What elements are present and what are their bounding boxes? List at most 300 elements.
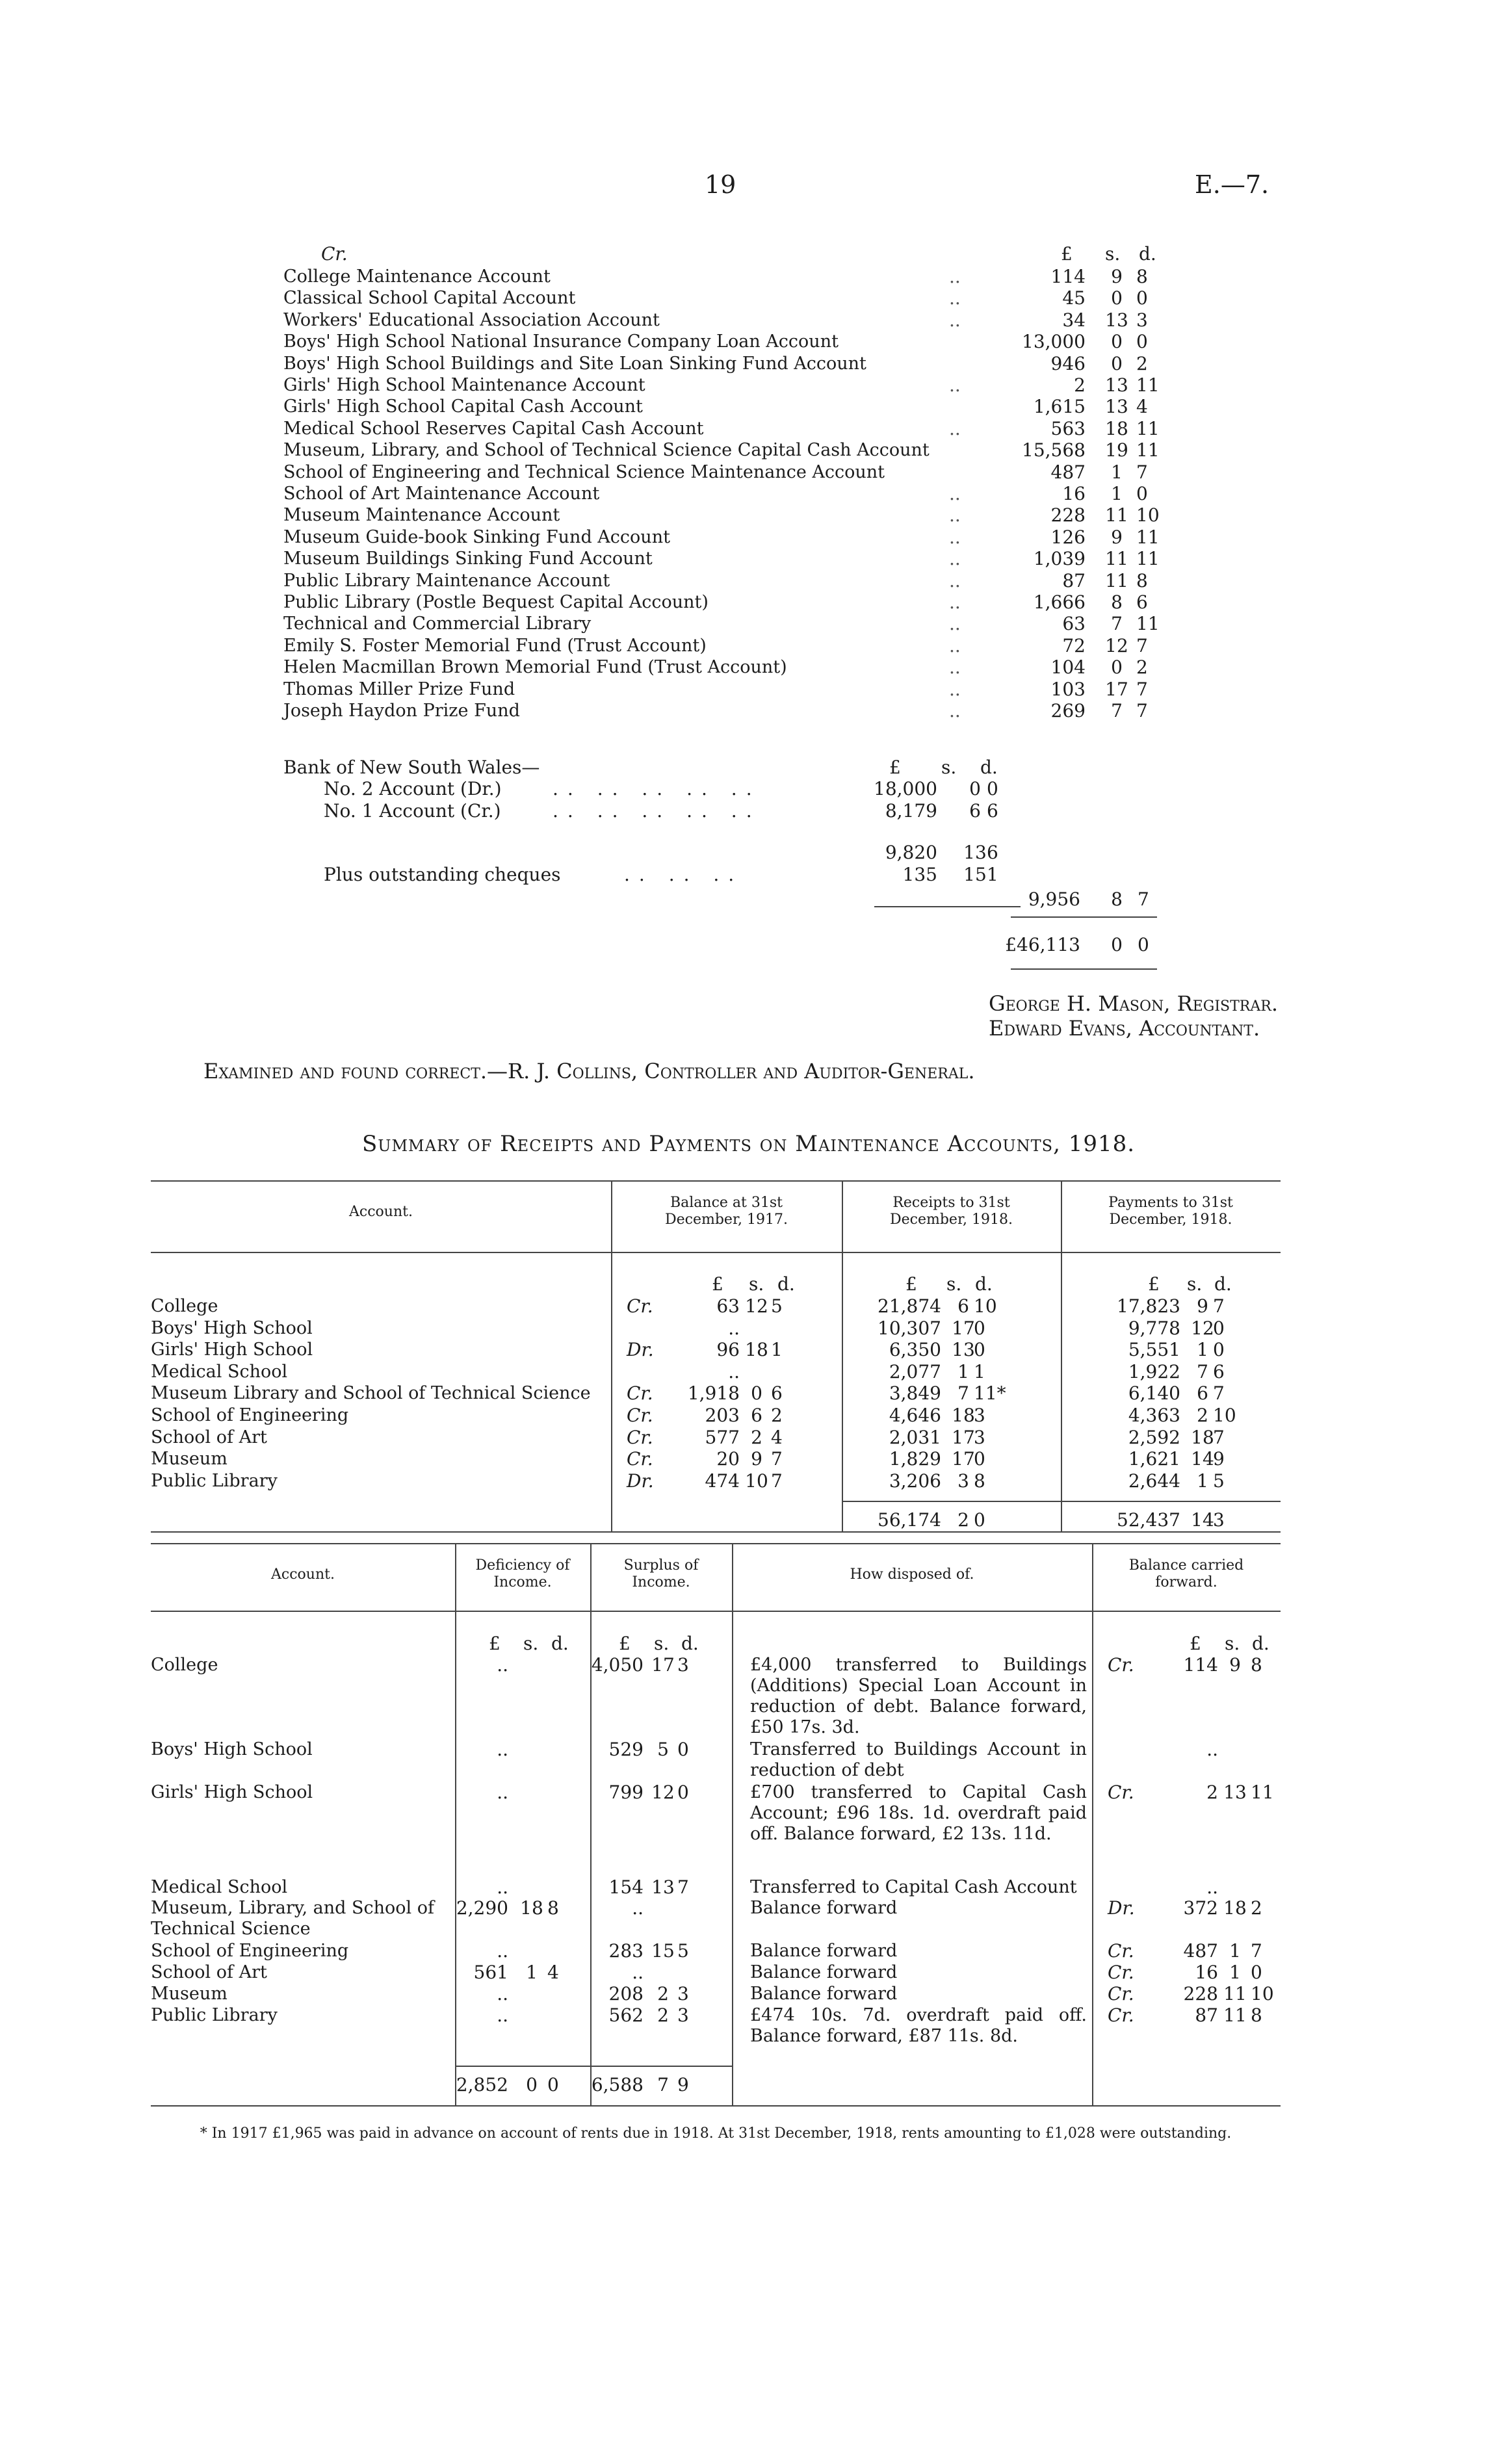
table1-payments-shillings: 12 — [1191, 1317, 1214, 1339]
table2-account: Medical School — [151, 1877, 288, 1897]
table2-deficiency-pence: 8 — [547, 1897, 559, 1919]
table2-balance-pence: 7 — [1251, 1940, 1262, 1962]
cr-account-amount-pounds: 2 — [1074, 374, 1086, 396]
table1-receipts-pounds: 3,849 — [889, 1382, 941, 1405]
cr-account-amount-pence: 0 — [1136, 287, 1148, 309]
table1-receipts-shillings: 18 — [952, 1405, 975, 1426]
table1-payments-pence: 10 — [1213, 1405, 1236, 1426]
table2-total-surplus-pounds: 6,588 — [591, 2074, 644, 2095]
t2-unit-pence: d. — [551, 1633, 569, 1654]
cr-account-amount-pence: 4 — [1136, 396, 1148, 418]
grand-total-shillings: 0 — [1111, 934, 1123, 955]
table2-balance-pounds: 16 — [1195, 1962, 1218, 1983]
cr-account-amount-shillings: 12 — [1105, 634, 1128, 656]
t1-unit-pence: d. — [777, 1273, 795, 1295]
cr-account-amount-pence: 2 — [1136, 352, 1148, 374]
table2-account: Public Library — [151, 2005, 278, 2025]
document-ref: E.—7. — [1195, 170, 1269, 199]
table2-header-disposal: How disposed of. — [850, 1566, 974, 1583]
cr-account-amount-shillings: 9 — [1111, 526, 1123, 548]
table2-surplus-shillings: 15 — [651, 1940, 675, 1962]
cr-account-amount-shillings: 7 — [1111, 700, 1123, 721]
table2-disposal: £700 transferred to Capital Cash Account; £96 18s. 1d. overdraft paid off. Balance forward, £2 13s. 11d. — [750, 1782, 1087, 1844]
table2-header-surplus: Surplus of Income. — [623, 1557, 699, 1590]
table2-header-account: Account. — [271, 1566, 335, 1583]
cr-account-amount-pence: 11 — [1136, 439, 1160, 461]
table1-balance-shillings: 2 — [751, 1426, 762, 1448]
table1-account: Museum Library and School of Technical Science — [151, 1383, 591, 1404]
table1-balance-pounds: 63 — [716, 1295, 740, 1317]
table1-receipts-shillings: 6 — [957, 1295, 969, 1317]
cr-account-name: Medical School Reserves Capital Cash Account — [283, 418, 704, 439]
table1-balance-pounds: .. — [728, 1360, 740, 1382]
table2-surplus-pounds: 154 — [608, 1876, 644, 1898]
cr-leader: .. — [949, 591, 961, 613]
bank-subtotal-shillings: 13 — [963, 842, 987, 863]
table1-account: School of Art — [151, 1427, 267, 1447]
cr-account-amount-shillings: 1 — [1111, 483, 1123, 504]
cr-account-name: Public Library (Postle Bequest Capital Account) — [283, 592, 709, 612]
t1-unit-shilling: s. — [946, 1273, 962, 1295]
t2-unit-pound: £ — [1190, 1633, 1201, 1654]
cr-account-name: School of Engineering and Technical Science Maintenance Account — [283, 461, 885, 482]
cr-account-amount-shillings: 13 — [1105, 309, 1128, 331]
table1-receipts-pounds: 2,077 — [889, 1360, 941, 1382]
cr-account-amount-pounds: 563 — [1050, 417, 1086, 439]
table2-header-balance: Balance carried forward. — [1128, 1557, 1244, 1590]
table2-deficiency-pounds: .. — [497, 1983, 508, 2004]
table1-total-rule — [842, 1501, 1281, 1502]
table2-surplus-shillings: 13 — [651, 1876, 675, 1898]
table1-receipts-pence: 8 — [974, 1470, 985, 1492]
table1-account: Medical School — [151, 1361, 288, 1382]
cr-leader: .. — [949, 417, 961, 439]
cr-account-name: Joseph Haydon Prize Fund — [283, 701, 520, 721]
bank-total-pence: 7 — [1138, 888, 1149, 910]
table2-balance-pence: 8 — [1251, 2004, 1262, 2026]
table1-header-rule — [151, 1252, 1281, 1253]
table1-balance-type: Dr. — [627, 1470, 654, 1492]
table1-receipts-pounds: 2,031 — [889, 1426, 941, 1448]
cr-account-amount-shillings: 11 — [1105, 569, 1128, 591]
cr-account-amount-pounds: 1,666 — [1033, 591, 1086, 613]
table1-account: Girls' High School — [151, 1340, 313, 1360]
table1-balance-type: Cr. — [627, 1426, 653, 1448]
table1-receipts-pence: 3 — [974, 1426, 985, 1448]
cr-leader: .. — [949, 309, 961, 331]
table1-payments-pence: 7 — [1213, 1382, 1225, 1405]
cr-leader: .. — [949, 613, 961, 635]
cr-account-amount-pounds: 103 — [1050, 678, 1086, 700]
table1-account: Boys' High School — [151, 1317, 313, 1338]
table2-balance-pounds: .. — [1206, 1739, 1218, 1760]
table1-receipts-pence: 10 — [974, 1295, 997, 1317]
table2-disposal: Balance forward — [750, 1984, 898, 2004]
cr-account-amount-pounds: 269 — [1050, 700, 1086, 721]
table1-top-rule — [151, 1180, 1281, 1182]
table1-balance-pounds: 20 — [716, 1448, 740, 1470]
table1-balance-type: Cr. — [627, 1448, 653, 1470]
table2-balance-shillings: 11 — [1223, 1983, 1247, 2004]
cr-account-amount-shillings: 0 — [1111, 331, 1123, 353]
t1-unit-pound: £ — [905, 1273, 917, 1295]
t2-unit-shilling: s. — [1225, 1633, 1240, 1654]
t1-unit-pence: d. — [1214, 1273, 1232, 1295]
cr-account-amount-pence: 11 — [1136, 374, 1160, 396]
table1-receipts-shillings: 13 — [952, 1339, 975, 1361]
table2-deficiency-pounds: .. — [497, 2004, 508, 2026]
table2-surplus-pence: 3 — [677, 1654, 689, 1676]
table1-receipts-pence: 0 — [974, 1339, 985, 1361]
accountant-signature: Edward Evans, Accountant. — [989, 1016, 1260, 1041]
bank-no1-label: No. 1 Account (Cr.) — [324, 800, 501, 822]
cr-account-amount-pounds: 45 — [1062, 287, 1086, 309]
cr-account-amount-pence: 10 — [1136, 504, 1160, 526]
table2-surplus-shillings: 2 — [657, 1983, 669, 2004]
table2-deficiency-pounds: 561 — [473, 1962, 508, 1983]
cr-account-amount-pounds: 1,039 — [1033, 548, 1086, 570]
table2-total-rule — [455, 2066, 732, 2067]
cr-leader: .. — [949, 374, 961, 396]
table1-balance-pounds: 474 — [705, 1470, 740, 1492]
cr-account-name: Museum, Library, and School of Technical Science Capital Cash Account — [283, 440, 930, 461]
bank-plus-label: Plus outstanding cheques — [324, 864, 561, 885]
table1-receipts-pence: 11* — [974, 1382, 1006, 1405]
table2-account: Girls' High School — [151, 1782, 313, 1802]
registrar-signature: George H. Mason, Registrar. — [989, 991, 1278, 1016]
table2-account: College — [151, 1655, 218, 1675]
table1-balance-pounds: 203 — [705, 1405, 740, 1426]
bank-no2-pounds: 18,000 — [874, 778, 937, 799]
table1-balance-type: Dr. — [627, 1339, 654, 1361]
cr-leader: .. — [949, 700, 961, 721]
cr-account-name: Emily S. Foster Memorial Fund (Trust Account) — [283, 635, 707, 656]
cr-account-amount-pounds: 104 — [1050, 656, 1086, 679]
cr-account-amount-pounds: 13,000 — [1022, 331, 1086, 353]
t2-unit-pence: d. — [681, 1633, 699, 1654]
table1-payments-shillings: 1 — [1197, 1339, 1208, 1361]
cr-leader: .. — [949, 569, 961, 591]
table1-balance-type: Cr. — [627, 1382, 653, 1405]
table1-balance-pounds: 1,918 — [687, 1382, 740, 1405]
cr-account-name: Museum Buildings Sinking Fund Account — [283, 549, 653, 569]
summary-title: Summary of Receipts and Payments on Maintenance Accounts, 1918. — [361, 1131, 1136, 1157]
cr-account-amount-shillings: 1 — [1111, 461, 1123, 483]
cr-account-name: Museum Guide-book Sinking Fund Account — [283, 526, 670, 547]
table2-surplus-pounds: 4,050 — [591, 1654, 644, 1676]
cr-account-name: Public Library Maintenance Account — [283, 570, 610, 591]
cr-account-name: Workers' Educational Association Account — [283, 309, 660, 330]
bank-no1-pounds: 8,179 — [885, 800, 937, 822]
table1-receipts-pounds: 6,350 — [889, 1339, 941, 1361]
bank-plus-leader: .. .. .. — [624, 864, 744, 885]
table2-disposal: Transferred to Capital Cash Account — [750, 1877, 1077, 1897]
cr-account-name: Girls' High School Maintenance Account — [283, 375, 645, 395]
table2-header-rule — [151, 1611, 1281, 1612]
table1-balance-shillings: 9 — [751, 1448, 762, 1470]
grand-total-pounds: £46,113 — [1005, 934, 1080, 955]
bank-no1-shillings: 6 — [969, 800, 981, 822]
table2-header-deficiency: Deficiency of Income. — [475, 1557, 570, 1590]
table1-account: College — [151, 1296, 218, 1316]
table2-balance-shillings: 18 — [1223, 1897, 1247, 1919]
cr-account-amount-pence: 7 — [1136, 678, 1148, 700]
t1-unit-pound: £ — [712, 1273, 723, 1295]
table1-balance-shillings: 12 — [745, 1295, 768, 1317]
bank-no2-leader: .. .. .. .. .. — [553, 778, 761, 799]
table1-receipts-pence: 0 — [974, 1448, 985, 1470]
cr-leader: .. — [949, 526, 961, 548]
bank-subtotal-pence: 6 — [987, 842, 998, 863]
table2-surplus-shillings: 17 — [651, 1654, 675, 1676]
grand-total-rule-bottom — [1011, 968, 1157, 970]
table2-balance-type: Dr. — [1108, 1897, 1135, 1919]
table2-balance-type: Cr. — [1108, 1983, 1134, 2004]
table1-payments-pence: 7 — [1213, 1426, 1225, 1448]
table1-receipts-shillings: 1 — [957, 1360, 969, 1382]
table2-balance-pence: 0 — [1251, 1962, 1262, 1983]
cr-account-name: Thomas Miller Prize Fund — [283, 679, 515, 699]
cr-account-amount-pence: 11 — [1136, 613, 1160, 635]
table1-total-payments-pence: 3 — [1213, 1509, 1225, 1531]
t2-unit-pound: £ — [489, 1633, 501, 1654]
cr-account-amount-pence: 3 — [1136, 309, 1148, 331]
table1-receipts-shillings: 17 — [952, 1317, 975, 1339]
table2-account: School of Engineering — [151, 1941, 349, 1961]
cr-account-amount-pounds: 72 — [1062, 634, 1086, 656]
bank-subtotal-pounds: 9,820 — [885, 842, 937, 863]
table1-header-payments: Payments to 31st December, 1918. — [1108, 1195, 1233, 1228]
table2-bottom-rule — [151, 2105, 1281, 2107]
table2-disposal: £4,000 transferred to Buildings (Additions) Special Loan Account in reduction of debt. Balance forward, £50 17s. 3d. — [750, 1655, 1087, 1737]
table2-balance-shillings: 9 — [1229, 1654, 1241, 1676]
table2-account: Museum, Library, and School of Technical Science — [151, 1898, 434, 1939]
table1-payments-shillings: 18 — [1191, 1426, 1214, 1448]
table2-surplus-pence: 0 — [677, 1782, 689, 1803]
cr-account-name: Girls' High School Capital Cash Account — [283, 396, 643, 417]
table2-balance-pounds: 2 — [1206, 1782, 1218, 1803]
table1-balance-type: Cr. — [627, 1405, 653, 1426]
table1-total-payments-pounds: 52,437 — [1117, 1509, 1180, 1531]
table1-payments-pence: 0 — [1213, 1339, 1225, 1361]
bank-title: Bank of New South Wales— — [283, 757, 540, 778]
table2-deficiency-pounds: .. — [497, 1876, 508, 1898]
table2-account: Boys' High School — [151, 1739, 313, 1759]
table2-surplus-pence: 5 — [677, 1940, 689, 1962]
cr-account-name: School of Art Maintenance Account — [283, 484, 600, 504]
table2-surplus-pence: 0 — [677, 1739, 689, 1760]
bank-no1-leader: .. .. .. .. .. — [553, 800, 761, 822]
table2-surplus-pence: 3 — [677, 1983, 689, 2004]
cr-account-amount-pence: 8 — [1136, 569, 1148, 591]
table1-receipts-shillings: 17 — [952, 1448, 975, 1470]
table1-payments-shillings: 6 — [1197, 1382, 1208, 1405]
table2-total-deficiency-pounds: 2,852 — [456, 2074, 508, 2095]
table2-surplus-pounds: 799 — [608, 1782, 644, 1803]
cr-leader: .. — [949, 678, 961, 700]
cr-account-amount-pence: 7 — [1136, 700, 1148, 721]
cr-account-amount-shillings: 8 — [1111, 591, 1123, 613]
bank-plus-pence: 1 — [987, 864, 998, 885]
table2-disposal: Balance forward — [750, 1941, 898, 1961]
table1-receipts-pounds: 1,829 — [889, 1448, 941, 1470]
table1-balance-pence: 6 — [771, 1382, 783, 1405]
table2-total-deficiency-pence: 0 — [547, 2074, 559, 2095]
table2-balance-type: Cr. — [1108, 2004, 1134, 2026]
cr-account-amount-pounds: 87 — [1062, 569, 1086, 591]
table2-surplus-pounds: 529 — [608, 1739, 644, 1760]
cr-account-amount-shillings: 17 — [1105, 678, 1128, 700]
cr-account-amount-pence: 11 — [1136, 526, 1160, 548]
table1-payments-shillings: 14 — [1191, 1448, 1214, 1470]
table2-disposal: Balance forward — [750, 1962, 898, 1982]
table1-account: Public Library — [151, 1470, 278, 1491]
table1-receipts-pence: 1 — [974, 1360, 985, 1382]
bank-plus-pounds: 135 — [902, 864, 937, 885]
bank-total-shillings: 8 — [1111, 888, 1123, 910]
cr-account-amount-pence: 11 — [1136, 417, 1160, 439]
table1-balance-pence: 7 — [771, 1470, 783, 1492]
grand-total-rule-top — [1011, 916, 1157, 918]
table2-deficiency-pence: 4 — [547, 1962, 559, 1983]
table2-surplus-pounds: .. — [632, 1897, 644, 1919]
cr-leader: .. — [949, 287, 961, 309]
table2-balance-pence: 8 — [1251, 1654, 1262, 1676]
table2-deficiency-pounds: .. — [497, 1739, 508, 1760]
cr-account-amount-pence: 2 — [1136, 656, 1148, 679]
bank-plus-shillings: 15 — [963, 864, 987, 885]
cr-account-amount-shillings: 13 — [1105, 374, 1128, 396]
table2-balance-type: Cr. — [1108, 1962, 1134, 1983]
table2-top-rule — [151, 1543, 1281, 1544]
cr-account-amount-shillings: 11 — [1105, 504, 1128, 526]
bank-total-pounds: 9,956 — [1028, 888, 1080, 910]
cr-account-amount-pounds: 63 — [1062, 613, 1086, 635]
table2-balance-pounds: 87 — [1195, 2004, 1218, 2026]
cr-account-name: Technical and Commercial Library — [283, 614, 592, 634]
table2-balance-pounds: 228 — [1183, 1983, 1218, 2004]
cr-account-name: College Maintenance Account — [283, 266, 551, 287]
table2-surplus-pounds: 283 — [608, 1940, 644, 1962]
cr-account-name: Museum Maintenance Account — [283, 505, 560, 526]
cr-account-amount-pence: 6 — [1136, 591, 1148, 613]
cr-label: Cr. — [321, 243, 348, 265]
table1-payments-pounds: 2,644 — [1128, 1470, 1180, 1492]
table2-balance-pence: 11 — [1251, 1782, 1274, 1803]
table1-header-balance: Balance at 31st December, 1917. — [664, 1195, 788, 1228]
cr-account-name: Helen Macmillan Brown Memorial Fund (Trust Account) — [283, 657, 787, 678]
page-number: 19 — [705, 170, 736, 199]
table2-balance-pounds: 372 — [1183, 1897, 1218, 1919]
table1-payments-shillings: 7 — [1197, 1360, 1208, 1382]
grand-total-pence: 0 — [1138, 934, 1149, 955]
t1-unit-shilling: s. — [1187, 1273, 1203, 1295]
table1-payments-pence: 9 — [1213, 1448, 1225, 1470]
cr-leader: .. — [949, 548, 961, 570]
table1-balance-pounds: .. — [728, 1317, 740, 1339]
table2-balance-shillings: 11 — [1223, 2004, 1247, 2026]
cr-account-amount-pence: 7 — [1136, 461, 1148, 483]
cr-account-amount-shillings: 9 — [1111, 266, 1123, 287]
table1-total-receipts-shillings: 2 — [957, 1509, 969, 1531]
table1-receipts-pence: 0 — [974, 1317, 985, 1339]
table1-payments-pence: 6 — [1213, 1360, 1225, 1382]
cr-account-amount-shillings: 0 — [1111, 352, 1123, 374]
table1-payments-pence: 5 — [1213, 1470, 1225, 1492]
table2-disposal: Transferred to Buildings Account in reduction of debt — [750, 1739, 1087, 1780]
table2-balance-shillings: 1 — [1229, 1940, 1241, 1962]
cr-leader: .. — [949, 634, 961, 656]
cr-currency-pence: d. — [1139, 243, 1156, 265]
cr-account-amount-shillings: 19 — [1105, 439, 1128, 461]
table2-disposal: £474 10s. 7d. overdraft paid off. Balance forward, £87 11s. 8d. — [750, 2005, 1087, 2046]
table2-surplus-shillings: 5 — [657, 1739, 669, 1760]
cr-account-name: Boys' High School Buildings and Site Loan Sinking Fund Account — [283, 353, 866, 374]
cr-account-amount-pence: 0 — [1136, 331, 1148, 353]
table2-total-surplus-shillings: 7 — [657, 2074, 669, 2095]
table1-balance-pounds: 577 — [705, 1426, 740, 1448]
table1-receipts-pounds: 21,874 — [878, 1295, 941, 1317]
t2-unit-shilling: s. — [523, 1633, 539, 1654]
cr-currency-pound: £ — [1061, 243, 1073, 265]
table2-deficiency-shillings: 1 — [526, 1962, 538, 1983]
table1-balance-type: Cr. — [627, 1295, 653, 1317]
table1-total-receipts-pence: 0 — [974, 1509, 985, 1531]
cr-leader: .. — [949, 504, 961, 526]
audit-note: Examined and found correct.—R. J. Collins, Controller and Auditor-General. — [203, 1059, 975, 1083]
table2-surplus-pence: 3 — [677, 2004, 689, 2026]
table1-payments-pence: 7 — [1213, 1295, 1225, 1317]
cr-account-amount-pounds: 114 — [1050, 266, 1086, 287]
table1-balance-shillings: 6 — [751, 1405, 762, 1426]
t1-unit-shilling: s. — [749, 1273, 764, 1295]
table1-payments-pounds: 6,140 — [1128, 1382, 1180, 1405]
cr-account-amount-pounds: 228 — [1050, 504, 1086, 526]
table1-payments-pounds: 9,778 — [1128, 1317, 1180, 1339]
table1-balance-shillings: 10 — [745, 1470, 768, 1492]
cr-account-amount-shillings: 0 — [1111, 656, 1123, 679]
table2-disposal: Balance forward — [750, 1898, 898, 1918]
table2-balance-pounds: 487 — [1183, 1940, 1218, 1962]
table2-total-deficiency-shillings: 0 — [526, 2074, 538, 2095]
table1-receipts-pounds: 3,206 — [889, 1470, 941, 1492]
table2-surplus-shillings: 2 — [657, 2004, 669, 2026]
cr-account-amount-pence: 7 — [1136, 634, 1148, 656]
table2-deficiency-shillings: 18 — [520, 1897, 543, 1919]
table1-account: School of Engineering — [151, 1405, 349, 1425]
table2-balance-type: Cr. — [1108, 1782, 1134, 1803]
cr-account-amount-pounds: 34 — [1062, 309, 1086, 331]
cr-leader: .. — [949, 656, 961, 679]
table1-receipts-pence: 3 — [974, 1405, 985, 1426]
table1-balance-pence: 2 — [771, 1405, 783, 1426]
table1-payments-pence: 0 — [1213, 1317, 1225, 1339]
cr-account-amount-pence: 0 — [1136, 483, 1148, 504]
bank-no1-pence: 6 — [987, 800, 998, 822]
cr-account-amount-shillings: 13 — [1105, 396, 1128, 418]
table1-payments-pounds: 17,823 — [1117, 1295, 1180, 1317]
table2-surplus-pounds: 562 — [608, 2004, 644, 2026]
table2-balance-shillings: 1 — [1229, 1962, 1241, 1983]
table1-balance-shillings: 0 — [751, 1382, 762, 1405]
table2-balance-type: Cr. — [1108, 1940, 1134, 1962]
table1-total-receipts-pounds: 56,174 — [878, 1509, 941, 1531]
cr-account-amount-shillings: 7 — [1111, 613, 1123, 635]
cr-account-amount-pounds: 487 — [1050, 461, 1086, 483]
table1-receipts-pounds: 10,307 — [878, 1317, 941, 1339]
table2-balance-shillings: 13 — [1223, 1782, 1247, 1803]
table1-account: Museum — [151, 1449, 228, 1470]
